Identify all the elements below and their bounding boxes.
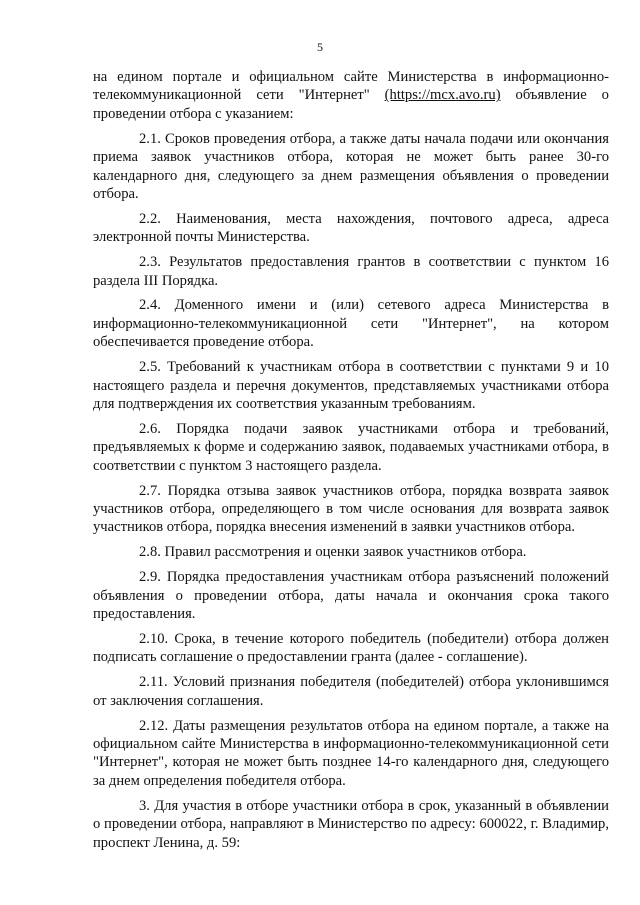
intro-text-after-link: объявление о проведении отбора с указанием:: [93, 87, 609, 122]
intro-text-before-link: на едином портале и официальном сайте Министерства в информационно-телекоммуникационной сети "Интернет": [93, 69, 609, 104]
paragraph-2-12: 2.12. Даты размещения результатов отбора на едином портале, а также на официальном сайте Министерства в информационно-телекоммуникационной сети "Интернет", которая не может быть позднее 14-го календарного дня, следующего за днем определения победителя отбора.: [93, 717, 609, 789]
intro-paragraph: [93, 68, 609, 123]
paragraph-2-3: 2.3. Результатов предоставления грантов в соответствии с пунктом 16 раздела III Порядка.: [93, 254, 609, 289]
page-number: 5: [317, 40, 323, 54]
paragraph-3: 3. Для участия в отборе участники отбора в срок, указанный в объявлении о проведении отбора, направляют в Министерство по адресу: 600022, г. Владимир, проспект Ленина, д. 59:: [93, 797, 609, 851]
ministry-website-link[interactable]: (https://mcx.avo.ru): [384, 87, 501, 104]
paragraph-2-7: 2.7. Порядка отзыва заявок участников отбора, порядка возврата заявок участников отбора, определяющего в том числе основания для возврата заявок участников отбора, порядка внесения изменений в заявки участников отбора.: [93, 482, 609, 536]
paragraph-2-5: 2.5. Требований к участникам отбора в соответствии с пунктами 9 и 10 настоящего раздела и перечня документов, представляемых участниками отбора для подтверждения их соответствия указанным требованиям.: [93, 359, 609, 412]
paragraph-2-9: 2.9. Порядка предоставления участникам отбора разъяснений положений объявления о проведении отбора, даты начала и окончания срока такого предоставления.: [93, 569, 609, 623]
paragraph-2-11: 2.11. Условий признания победителя (победителей) отбора уклонившимся от заключения соглашения.: [93, 674, 609, 709]
paragraph-2-6: 2.6. Порядка подачи заявок участниками отбора и требований, предъявляемых к форме и содержанию заявок, подаваемых участниками отбора, в соответствии с пунктом 3 настоящего раздела.: [93, 420, 609, 474]
document-body: [93, 68, 609, 858]
paragraph-2-1: 2.1. Сроков проведения отбора, а также даты начала подачи или окончания приема заявок участников отбора, которая не может быть ранее 30-го календарного дня, следующего за днем размещения объявления о проведении отбора.: [93, 130, 609, 202]
paragraph-2-4: 2.4. Доменного имени и (или) сетевого адреса Министерства в информационно-телекоммуникационной сети "Интернет", на котором обеспечивается проведение отбора.: [93, 297, 609, 351]
paragraph-2-2: 2.2. Наименования, места нахождения, почтового адреса, адреса электронной почты Министерства.: [93, 210, 609, 246]
paragraph-2-10: 2.10. Срока, в течение которого победитель (победители) отбора должен подписать соглашение о предоставлении гранта (далее - соглашение).: [93, 630, 609, 666]
paragraph-2-8: 2.8. Правил рассмотрения и оценки заявок участников отбора.: [139, 544, 527, 561]
